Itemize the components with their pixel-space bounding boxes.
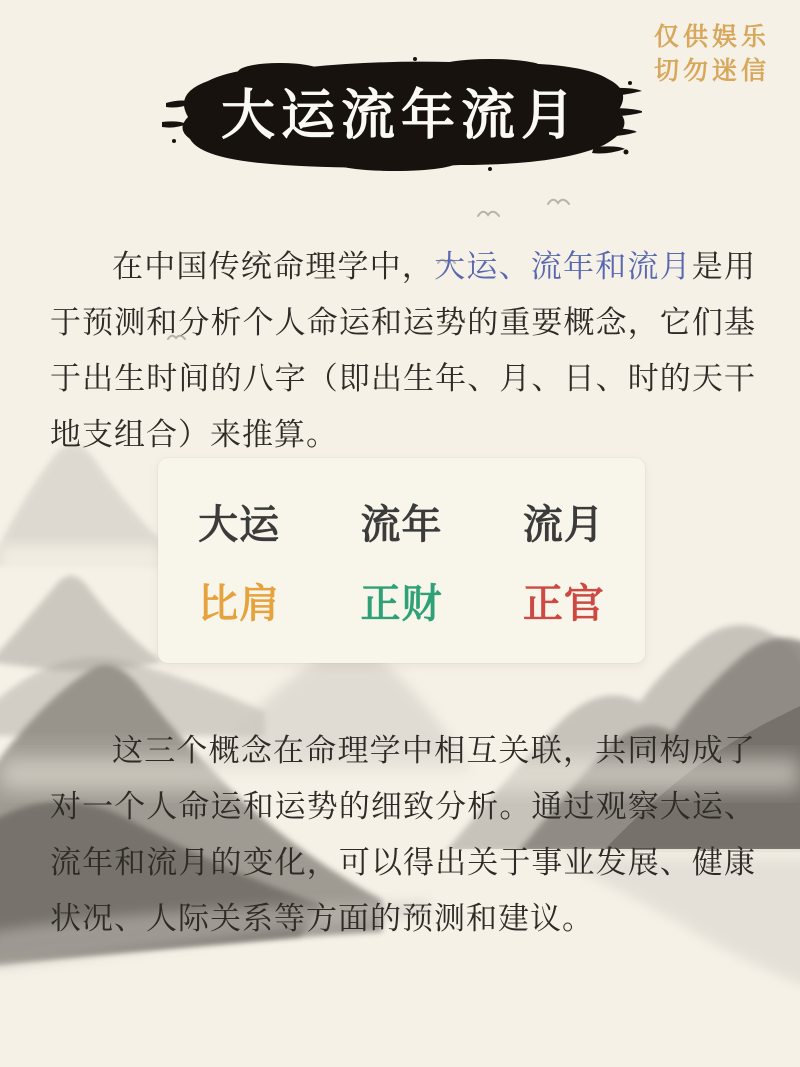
page-title: 大运流年流月 — [221, 83, 581, 147]
intro-segment: 在中国传统命理学中， — [112, 249, 435, 285]
card-column-header-liunian: 流年 — [360, 502, 443, 547]
intro-paragraph — [50, 239, 756, 463]
title-banner — [160, 54, 642, 174]
intro-segment-highlight: 大运、流年和流月 — [434, 249, 692, 285]
card-column-value-bijian: 比肩 — [198, 581, 281, 626]
card-value-row — [158, 572, 645, 629]
disclaimer-note — [654, 20, 770, 88]
card-column-header-liuyue: 流月 — [522, 502, 605, 547]
disclaimer-line-1: 仅供娱乐 — [653, 22, 770, 51]
conclusion-paragraph: 这三个概念在命理学中相互关联，共同构成了对一个人命运和运势的细致分析。通过观察大运、流年和流月的变化，可以得出关于事业发展、健康状况、人际关系等方面的预测和建议。 — [50, 733, 756, 937]
shishen-card — [158, 458, 645, 663]
card-column-header-dayun: 大运 — [198, 502, 281, 547]
card-column-value-zhengcai: 正财 — [360, 581, 443, 626]
intro-segment: 是用于预测和分析个人命运和运势的重要概念，它们基于出生时间的八字（即出生年、月、日、时的天干地支组合）来推算。 — [50, 249, 757, 453]
disclaimer-line-2: 切勿迷信 — [653, 56, 770, 85]
card-column-value-zhengguan: 正官 — [522, 581, 605, 626]
card-header-row — [158, 493, 645, 550]
